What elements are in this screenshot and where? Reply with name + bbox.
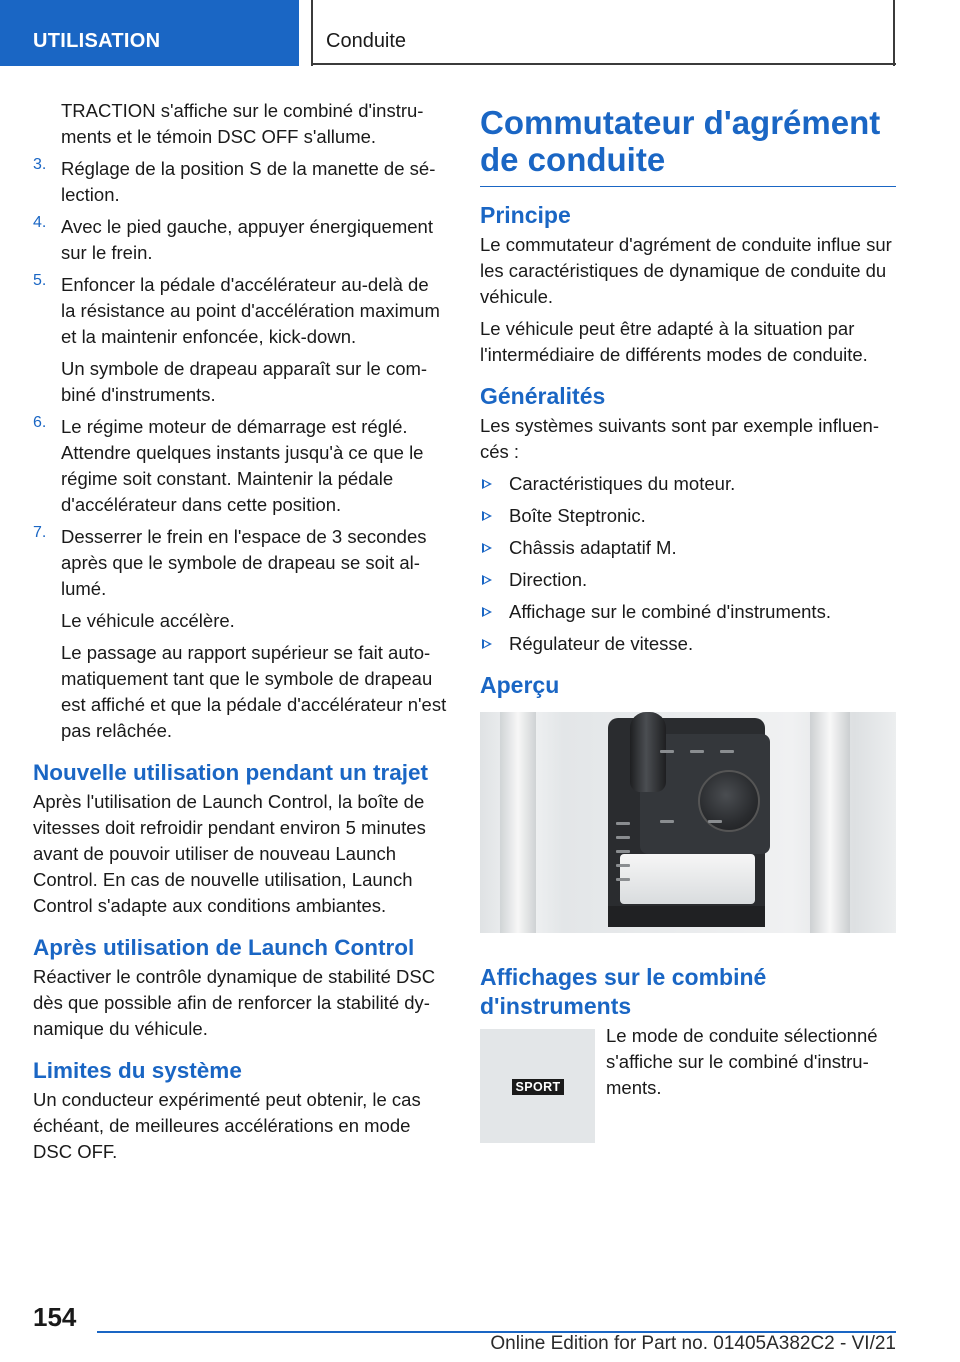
step-text: Réglage de la position S de la manette de sélection. — [61, 158, 436, 205]
step-number: 6. — [33, 414, 47, 431]
step-note: Un symbole de drapeau apparaît sur le combiné d'instruments. — [61, 358, 428, 405]
triangle-bullet-icon — [482, 575, 492, 585]
console-button-mark — [660, 820, 674, 823]
step-text: Le régime moteur de démarrage est réglé. Attendre quelques instants jusqu'à ce que le régime soit constant. Maintenir la pédale d'accélérateur dans cette position. — [61, 416, 424, 515]
section-heading: Après utilisation de Launch Control — [33, 935, 415, 960]
section-heading: Principe — [480, 202, 571, 228]
console-button-mark — [660, 750, 674, 753]
step-item — [33, 414, 448, 518]
console-button-mark — [616, 836, 630, 839]
step-item — [33, 524, 448, 602]
bullet-text: Affichage sur le combiné d'instruments. — [509, 601, 831, 622]
sport-mode-badge: SPORT — [512, 1079, 564, 1095]
display-row — [480, 1023, 896, 1143]
right-column — [480, 104, 896, 1143]
section-heading: Aperçu — [480, 672, 560, 698]
triangle-bullet-icon — [482, 543, 492, 553]
header-divider-right — [893, 0, 895, 66]
header-divider-left — [311, 0, 313, 66]
triangle-bullet-icon — [482, 639, 492, 649]
console-button-mark — [720, 750, 734, 753]
triangle-bullet-icon — [482, 607, 492, 617]
step-number: 4. — [33, 214, 47, 231]
left-column — [33, 98, 448, 1171]
section-text: Après l'utilisation de Launch Control, la boîte de vitesses doit refroidir pendant environ 5 minutes avant de pouvoir utiliser de nouveau Launch Control. En cas de nouvelle utilisation, Launch Control s'adapte aux conditions ambiantes. — [33, 791, 426, 916]
section-heading: Limites du système — [33, 1058, 242, 1083]
section-text: Les systèmes suivants sont par exemple influencés : — [480, 415, 879, 462]
bullet-item — [480, 599, 896, 625]
console-button-mark — [616, 822, 630, 825]
section-tab: UTILISATION — [0, 0, 299, 66]
section-heading: Nouvelle utilisation pendant un trajet — [33, 760, 429, 785]
step-text: Avec le pied gauche, appuyer énergiquement sur le frein. — [61, 216, 433, 263]
step-note: Le passage au rapport supérieur se fait automatiquement tant que le symbole de drapeau est affiché et que la pédale d'accélérateur n'est pas relâchée. — [61, 642, 447, 741]
bullet-item — [480, 471, 896, 497]
header-underline — [311, 63, 896, 65]
bullet-item — [480, 631, 896, 657]
step-number: 5. — [33, 272, 47, 289]
bullet-item — [480, 535, 896, 561]
main-title: Commutateur d'agrément de conduite — [480, 104, 896, 187]
bullet-item — [480, 503, 896, 529]
step-item — [33, 156, 448, 208]
step-note: Le véhicule accélère. — [61, 610, 235, 631]
console-button-mark — [616, 878, 630, 881]
section-heading: Affichages sur le combiné d'instruments — [480, 964, 767, 1019]
bullet-text: Châssis adaptatif M. — [509, 537, 677, 558]
step-text: Desserrer le frein en l'espace de 3 secondes après que le symbole de drapeau se soit allumé. — [61, 526, 427, 599]
edition-text: Online Edition for Part no. 01405A382C2 - VI/21 — [490, 1333, 896, 1354]
console-button-mark — [616, 850, 630, 853]
instrument-display-image — [480, 1029, 595, 1143]
section-text: Réactiver le contrôle dynamique de stabilité DSC dès que possible afin de renforcer la stabilité dynamique du véhicule. — [33, 966, 436, 1039]
page-number: 154 — [33, 1302, 77, 1332]
section-text: Le mode de conduite sélectionné s'affiche sur le combiné d'instruments. — [606, 1025, 878, 1098]
step-number: 7. — [33, 524, 47, 541]
console-button-mark — [616, 864, 630, 867]
step-number: 3. — [33, 156, 47, 173]
console-rail-left — [500, 712, 536, 933]
console-bottom-strip — [608, 906, 765, 927]
bullet-text: Boîte Steptronic. — [509, 505, 646, 526]
step-text: Enfoncer la pédale d'accélérateur au-delà de la résistance au point d'accélération maximum et la maintenir enfoncée, kick-down. — [61, 274, 440, 347]
triangle-bullet-icon — [482, 511, 492, 521]
chapter-title: Conduite — [326, 30, 407, 52]
bullet-item — [480, 567, 896, 593]
console-tray — [620, 854, 755, 904]
console-button-mark — [708, 820, 722, 823]
section-heading: Généralités — [480, 383, 606, 409]
step-item — [33, 214, 448, 266]
triangle-bullet-icon — [482, 479, 492, 489]
step-item — [33, 272, 448, 350]
page-header — [0, 0, 960, 66]
intro-text: TRACTION s'affiche sur le combiné d'instruments et le témoin DSC OFF s'allume. — [61, 100, 424, 147]
console-rail-right — [810, 712, 850, 933]
center-console-image — [480, 712, 896, 933]
bullet-text: Caractéristiques du moteur. — [509, 473, 736, 494]
bullet-text: Direction. — [509, 569, 588, 590]
bullet-text: Régulateur de vitesse. — [509, 633, 694, 654]
section-text: Le véhicule peut être adapté à la situation par l'intermédiaire de différents modes de conduite. — [480, 318, 868, 365]
section-text: Le commutateur d'agrément de conduite influe sur les caractéristiques de dynamique de conduite du véhicule. — [480, 234, 892, 307]
section-text: Un conducteur expérimenté peut obtenir, le cas échéant, de meilleures accélérations en mode DSC OFF. — [33, 1089, 421, 1162]
console-button-mark — [690, 750, 704, 753]
